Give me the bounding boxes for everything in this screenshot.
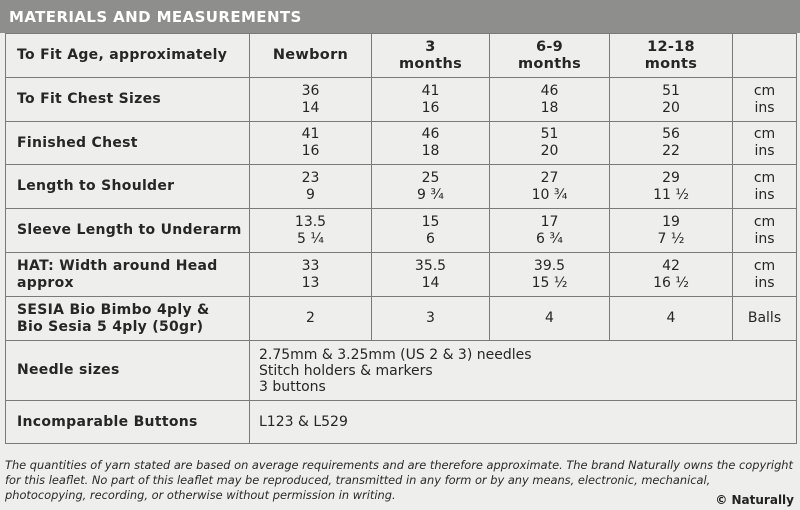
- measurements-table: [5, 33, 797, 444]
- yarn-unit: Balls: [733, 297, 797, 341]
- section-title: MATERIALS AND MEASUREMENTS: [9, 8, 302, 26]
- value-cell: 42 16 ½: [610, 253, 733, 297]
- value-cell: 29 11 ½: [610, 165, 733, 209]
- unit-header-cell: [733, 34, 797, 78]
- needles-value: 2.75mm & 3.25mm (US 2 & 3) needles Stitch holders & markers 3 buttons: [250, 341, 797, 401]
- table-row: [6, 78, 797, 122]
- value-cell: 25 9 ¾: [372, 165, 490, 209]
- table-row: [6, 209, 797, 253]
- unit-cell: cm ins: [733, 78, 797, 122]
- buttons-label: Incomparable Buttons: [6, 401, 250, 444]
- buttons-row: [6, 401, 797, 444]
- needles-row: [6, 341, 797, 401]
- yarn-label: SESIA Bio Bimbo 4ply & Bio Sesia 5 4ply (50gr): [6, 297, 250, 341]
- row-label: Finished Chest: [6, 122, 250, 165]
- value-cell: 15 6: [372, 209, 490, 253]
- unit-cell: cm ins: [733, 165, 797, 209]
- value-cell: 39.5 15 ½: [490, 253, 610, 297]
- value-cell: 35.5 14: [372, 253, 490, 297]
- value-cell: 17 6 ¾: [490, 209, 610, 253]
- needles-label: Needle sizes: [6, 341, 250, 401]
- value-cell: 41 16: [372, 78, 490, 122]
- yarn-quantity: 4: [490, 297, 610, 341]
- age-row: [6, 34, 797, 78]
- value-cell: 46 18: [490, 78, 610, 122]
- unit-cell: cm ins: [733, 122, 797, 165]
- table-row: [6, 253, 797, 297]
- size-header: 6-9 months: [490, 34, 610, 78]
- row-label: Length to Shoulder: [6, 165, 250, 209]
- row-label: HAT: Width around Head approx: [6, 253, 250, 297]
- row-label: To Fit Chest Sizes: [6, 78, 250, 122]
- value-cell: 41 16: [250, 122, 372, 165]
- age-label: To Fit Age, approximately: [6, 34, 250, 78]
- yarn-row: [6, 297, 797, 341]
- buttons-value: L123 & L529: [250, 401, 797, 444]
- table-row: [6, 122, 797, 165]
- value-cell: 23 9: [250, 165, 372, 209]
- value-cell: 51 20: [490, 122, 610, 165]
- value-cell: 13.5 5 ¼: [250, 209, 372, 253]
- value-cell: 46 18: [372, 122, 490, 165]
- value-cell: 33 13: [250, 253, 372, 297]
- size-header: Newborn: [250, 34, 372, 78]
- yarn-quantity: 4: [610, 297, 733, 341]
- value-cell: 56 22: [610, 122, 733, 165]
- value-cell: 19 7 ½: [610, 209, 733, 253]
- value-cell: 27 10 ¾: [490, 165, 610, 209]
- yarn-quantity: 3: [372, 297, 490, 341]
- copyright-mark: © Naturally: [715, 493, 794, 507]
- size-header: 3 months: [372, 34, 490, 78]
- row-label: Sleeve Length to Underarm: [6, 209, 250, 253]
- value-cell: 51 20: [610, 78, 733, 122]
- unit-cell: cm ins: [733, 253, 797, 297]
- section-header: [0, 0, 800, 33]
- size-header: 12-18 monts: [610, 34, 733, 78]
- value-cell: 36 14: [250, 78, 372, 122]
- yarn-quantity: 2: [250, 297, 372, 341]
- table-row: [6, 165, 797, 209]
- copyright-notice: The quantities of yarn stated are based on average requirements and are therefore approximate. The brand Naturally owns the copyright for this leaflet. No part of this leaflet may be reproduced, transmitted in any form or by any means, electronic, mechanical, photocopying, recording, or otherwise without permission in writing.: [5, 458, 793, 502]
- unit-cell: cm ins: [733, 209, 797, 253]
